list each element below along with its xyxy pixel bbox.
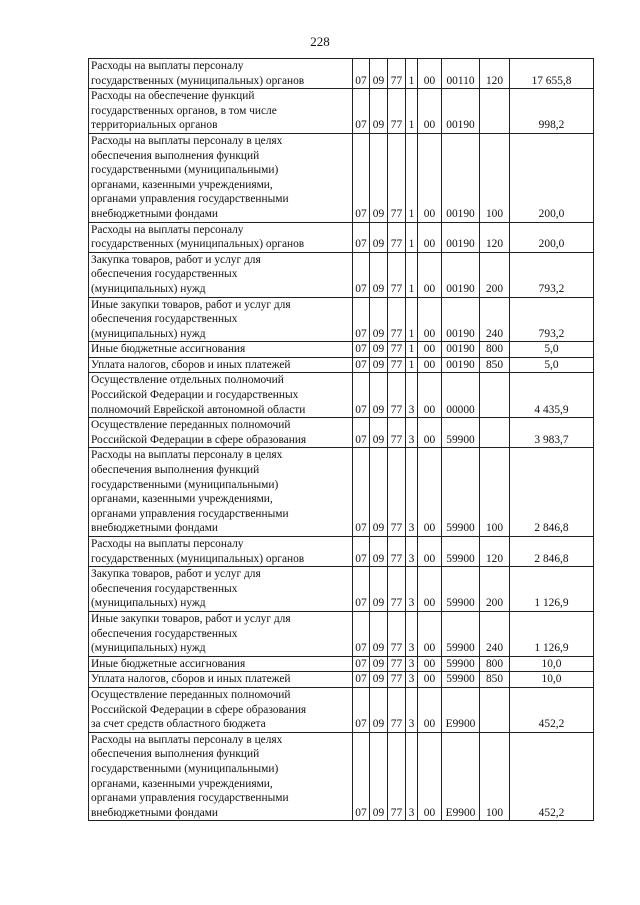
expense-type-code-cell: 850 [480, 672, 510, 688]
expense-name-line: органами управления государственными [91, 193, 289, 206]
direction-code-cell: 00 [418, 297, 442, 342]
table-row [89, 567, 594, 612]
section-code-cell: 07 [353, 418, 370, 448]
expense-type-code-cell: 800 [480, 656, 510, 672]
subsection-code-cell: 09 [370, 252, 388, 297]
amount-cell: 1 126,9 [510, 611, 594, 656]
expense-type-code-cell [480, 89, 510, 134]
section-code-cell: 07 [353, 687, 370, 732]
expense-name-line: обеспечения выполнения функций [91, 464, 260, 477]
direction-code-cell: 00 [418, 611, 442, 656]
program-code-cell: 77 [388, 537, 406, 567]
expense-type-code-cell: 120 [480, 537, 510, 567]
expense-name-line: Осуществление переданных полномочий [91, 688, 291, 701]
direction-code-cell: 00 [418, 418, 442, 448]
table-row [89, 89, 594, 134]
amount-cell: 5,0 [510, 357, 594, 373]
amount-cell: 2 846,8 [510, 448, 594, 537]
expense-name-cell [89, 656, 353, 672]
direction-code-cell: 00 [418, 252, 442, 297]
expense-code-cell: 00190 [442, 357, 480, 373]
section-code-cell: 07 [353, 133, 370, 222]
expense-name-line: Осуществление переданных полномочий [91, 419, 291, 432]
subprogram-code-cell: 1 [406, 89, 418, 134]
amount-cell: 1 126,9 [510, 567, 594, 612]
direction-code-cell: 00 [418, 567, 442, 612]
section-code-cell: 07 [353, 297, 370, 342]
expense-name-line: государственных (муниципальных) органов [91, 552, 305, 565]
expense-name-line: органами, казенными учреждениями, [91, 493, 273, 506]
expense-name-cell [89, 89, 353, 134]
expense-name-cell [89, 222, 353, 252]
table-row [89, 448, 594, 537]
section-code-cell: 07 [353, 357, 370, 373]
subprogram-code-cell: 3 [406, 418, 418, 448]
subsection-code-cell: 09 [370, 448, 388, 537]
subsection-code-cell: 09 [370, 297, 388, 342]
section-code-cell: 07 [353, 222, 370, 252]
expense-name-line: (муниципальных) нужд [91, 282, 206, 295]
amount-cell: 10,0 [510, 672, 594, 688]
expense-name-line: органами управления государственными [91, 507, 289, 520]
expense-code-cell: 00190 [442, 252, 480, 297]
expense-type-code-cell: 100 [480, 732, 510, 821]
program-code-cell: 77 [388, 357, 406, 373]
direction-code-cell: 00 [418, 222, 442, 252]
expense-name-line: Расходы на выплаты персоналу [91, 60, 244, 72]
expense-name-line: территориальных органов [91, 119, 218, 132]
expense-name-line: Российской Федерации в сфере образования [91, 433, 307, 446]
subsection-code-cell: 09 [370, 89, 388, 134]
program-code-cell: 77 [388, 222, 406, 252]
expense-name-line: (муниципальных) нужд [91, 327, 206, 340]
subprogram-code-cell: 3 [406, 672, 418, 688]
section-code-cell: 07 [353, 611, 370, 656]
subprogram-code-cell: 1 [406, 342, 418, 358]
expense-name-line: полномочий Еврейской автономной области [91, 403, 306, 416]
expense-name-line: обеспечения выполнения функций [91, 748, 260, 761]
amount-cell: 10,0 [510, 656, 594, 672]
expense-code-cell: 59900 [442, 567, 480, 612]
subprogram-code-cell: 3 [406, 567, 418, 612]
expense-name-line: государственными (муниципальными) [91, 164, 279, 177]
subsection-code-cell: 09 [370, 222, 388, 252]
subprogram-code-cell: 1 [406, 59, 418, 89]
table-row [89, 537, 594, 567]
expense-name-cell [89, 567, 353, 612]
subprogram-code-cell: 3 [406, 448, 418, 537]
table-row [89, 672, 594, 688]
expense-name-line: Иные бюджетные ассигнования [91, 657, 246, 670]
amount-cell: 5,0 [510, 342, 594, 358]
direction-code-cell: 00 [418, 732, 442, 821]
expense-name-line: Расходы на выплаты персоналу в целях [91, 134, 283, 147]
expense-type-code-cell: 120 [480, 59, 510, 89]
direction-code-cell: 00 [418, 537, 442, 567]
expense-name-line: Иные закупки товаров, работ и услуг для [91, 612, 291, 625]
expense-code-cell: E9900 [442, 732, 480, 821]
expense-type-code-cell [480, 687, 510, 732]
program-code-cell: 77 [388, 656, 406, 672]
expense-name-cell [89, 672, 353, 688]
expense-name-line: обеспечения государственных [91, 627, 238, 640]
amount-cell: 4 435,9 [510, 373, 594, 418]
expense-code-cell: 59900 [442, 656, 480, 672]
expense-code-cell: 00190 [442, 222, 480, 252]
expense-code-cell: 59900 [442, 611, 480, 656]
subsection-code-cell: 09 [370, 687, 388, 732]
subprogram-code-cell: 1 [406, 133, 418, 222]
program-code-cell: 77 [388, 732, 406, 821]
expense-name-line: Расходы на выплаты персоналу в целях [91, 449, 283, 462]
expense-name-line: Закупка товаров, работ и услуг для [91, 253, 261, 266]
subsection-code-cell: 09 [370, 732, 388, 821]
expense-name-line: внебюджетными фондами [91, 522, 219, 535]
program-code-cell: 77 [388, 687, 406, 732]
subprogram-code-cell: 1 [406, 252, 418, 297]
program-code-cell: 77 [388, 342, 406, 358]
expense-type-code-cell: 100 [480, 448, 510, 537]
subprogram-code-cell: 3 [406, 656, 418, 672]
expense-name-line: обеспечения государственных [91, 313, 238, 326]
table-row [89, 418, 594, 448]
expense-name-cell [89, 611, 353, 656]
table-row [89, 133, 594, 222]
expense-name-line: Расходы на обеспечение функций [91, 90, 255, 103]
table-row [89, 357, 594, 373]
subprogram-code-cell: 1 [406, 357, 418, 373]
subsection-code-cell: 09 [370, 537, 388, 567]
program-code-cell: 77 [388, 448, 406, 537]
table-row [89, 732, 594, 821]
section-code-cell: 07 [353, 567, 370, 612]
expense-name-line: внебюджетными фондами [91, 207, 219, 220]
expense-name-line: государственных (муниципальных) органов [91, 238, 305, 251]
direction-code-cell: 00 [418, 448, 442, 537]
table-row [89, 687, 594, 732]
expense-type-code-cell: 240 [480, 297, 510, 342]
expense-code-cell: 00190 [442, 133, 480, 222]
expense-name-line: органами, казенными учреждениями, [91, 777, 273, 790]
subprogram-code-cell: 3 [406, 732, 418, 821]
amount-cell: 452,2 [510, 732, 594, 821]
expense-code-cell: 00190 [442, 297, 480, 342]
subprogram-code-cell: 3 [406, 537, 418, 567]
subprogram-code-cell: 3 [406, 611, 418, 656]
program-code-cell: 77 [388, 59, 406, 89]
expense-type-code-cell: 200 [480, 567, 510, 612]
expense-name-line: Иные закупки товаров, работ и услуг для [91, 298, 291, 311]
expense-name-line: Расходы на выплаты персоналу [91, 223, 244, 236]
table-row [89, 297, 594, 342]
expense-name-line: Расходы на выплаты персоналу [91, 538, 244, 550]
table-row [89, 252, 594, 297]
amount-cell: 3 983,7 [510, 418, 594, 448]
direction-code-cell: 00 [418, 357, 442, 373]
expense-name-line: Иные бюджетные ассигнования [91, 343, 246, 356]
expense-code-cell: 00190 [442, 342, 480, 358]
program-code-cell: 77 [388, 252, 406, 297]
program-code-cell: 77 [388, 418, 406, 448]
expense-name-cell [89, 133, 353, 222]
page-number: 228 [310, 34, 330, 49]
subsection-code-cell: 09 [370, 656, 388, 672]
table-body [89, 59, 594, 821]
amount-cell: 200,0 [510, 222, 594, 252]
table-row [89, 59, 594, 89]
direction-code-cell: 00 [418, 133, 442, 222]
expense-name-line: государственных (муниципальных) органов [91, 74, 305, 87]
expense-code-cell: E9900 [442, 687, 480, 732]
expense-name-cell [89, 297, 353, 342]
expense-name-line: (муниципальных) нужд [91, 597, 206, 610]
section-code-cell: 07 [353, 342, 370, 358]
expense-name-line: Расходы на выплаты персоналу в целях [91, 733, 283, 746]
expense-type-code-cell: 100 [480, 133, 510, 222]
expense-name-cell [89, 357, 353, 373]
expense-code-cell: 00110 [442, 59, 480, 89]
expense-name-cell [89, 448, 353, 537]
expense-name-cell [89, 252, 353, 297]
expense-type-code-cell [480, 418, 510, 448]
amount-cell: 793,2 [510, 252, 594, 297]
amount-cell: 17 655,8 [510, 59, 594, 89]
program-code-cell: 77 [388, 297, 406, 342]
section-code-cell: 07 [353, 672, 370, 688]
section-code-cell: 07 [353, 59, 370, 89]
amount-cell: 793,2 [510, 297, 594, 342]
table-row [89, 611, 594, 656]
program-code-cell: 77 [388, 89, 406, 134]
expense-name-line: обеспечения государственных [91, 268, 238, 281]
subsection-code-cell: 09 [370, 611, 388, 656]
expense-name-line: Закупка товаров, работ и услуг для [91, 568, 261, 581]
budget-table [88, 58, 594, 821]
subprogram-code-cell: 3 [406, 373, 418, 418]
expense-name-cell [89, 342, 353, 358]
section-code-cell: 07 [353, 448, 370, 537]
subsection-code-cell: 09 [370, 342, 388, 358]
amount-cell: 200,0 [510, 133, 594, 222]
expense-code-cell: 59900 [442, 537, 480, 567]
direction-code-cell: 00 [418, 373, 442, 418]
expense-name-line: органами, казенными учреждениями, [91, 178, 273, 191]
expense-name-line: Уплата налогов, сборов и иных платежей [91, 358, 291, 371]
table-row [89, 342, 594, 358]
expense-name-line: Российской Федерации и государственных [91, 389, 299, 402]
expense-type-code-cell: 850 [480, 357, 510, 373]
expense-code-cell: 00000 [442, 373, 480, 418]
subprogram-code-cell: 1 [406, 297, 418, 342]
expense-name-line: внебюджетными фондами [91, 806, 219, 819]
amount-cell: 2 846,8 [510, 537, 594, 567]
expense-name-line: обеспечения выполнения функций [91, 149, 260, 162]
subsection-code-cell: 09 [370, 133, 388, 222]
direction-code-cell: 00 [418, 687, 442, 732]
direction-code-cell: 00 [418, 656, 442, 672]
expense-code-cell: 59900 [442, 448, 480, 537]
program-code-cell: 77 [388, 567, 406, 612]
amount-cell: 998,2 [510, 89, 594, 134]
expense-name-cell [89, 418, 353, 448]
table-row [89, 656, 594, 672]
expense-code-cell: 00190 [442, 89, 480, 134]
expense-name-line: органами управления государственными [91, 792, 289, 805]
expense-name-line: государственными (муниципальными) [91, 478, 279, 491]
subsection-code-cell: 09 [370, 567, 388, 612]
expense-type-code-cell: 200 [480, 252, 510, 297]
table-row [89, 373, 594, 418]
program-code-cell: 77 [388, 672, 406, 688]
amount-cell: 452,2 [510, 687, 594, 732]
expense-name-line: государственных органов, в том числе [91, 104, 277, 117]
expense-name-line: Осуществление отдельных полномочий [91, 374, 284, 387]
expense-code-cell: 59900 [442, 418, 480, 448]
program-code-cell: 77 [388, 373, 406, 418]
expense-name-line: Уплата налогов, сборов и иных платежей [91, 673, 291, 686]
section-code-cell: 07 [353, 89, 370, 134]
subprogram-code-cell: 1 [406, 222, 418, 252]
section-code-cell: 07 [353, 537, 370, 567]
expense-type-code-cell: 240 [480, 611, 510, 656]
subprogram-code-cell: 3 [406, 687, 418, 732]
program-code-cell: 77 [388, 611, 406, 656]
expense-type-code-cell: 800 [480, 342, 510, 358]
program-code-cell: 77 [388, 133, 406, 222]
direction-code-cell: 00 [418, 672, 442, 688]
expense-code-cell: 59900 [442, 672, 480, 688]
direction-code-cell: 00 [418, 59, 442, 89]
expense-name-line: (муниципальных) нужд [91, 642, 206, 655]
expense-name-cell [89, 537, 353, 567]
section-code-cell: 07 [353, 732, 370, 821]
expense-name-cell [89, 373, 353, 418]
direction-code-cell: 00 [418, 342, 442, 358]
expense-name-cell [89, 59, 353, 89]
subsection-code-cell: 09 [370, 672, 388, 688]
expense-type-code-cell: 120 [480, 222, 510, 252]
expense-name-line: обеспечения государственных [91, 582, 238, 595]
expense-type-code-cell [480, 373, 510, 418]
subsection-code-cell: 09 [370, 357, 388, 373]
expense-name-cell [89, 687, 353, 732]
expense-name-line: государственными (муниципальными) [91, 762, 279, 775]
section-code-cell: 07 [353, 656, 370, 672]
expense-name-cell [89, 732, 353, 821]
subsection-code-cell: 09 [370, 418, 388, 448]
section-code-cell: 07 [353, 373, 370, 418]
section-code-cell: 07 [353, 252, 370, 297]
table-row [89, 222, 594, 252]
subsection-code-cell: 09 [370, 373, 388, 418]
direction-code-cell: 00 [418, 89, 442, 134]
expense-name-line: за счет средств областного бюджета [91, 718, 266, 731]
expense-name-line: Российской Федерации в сфере образования [91, 703, 307, 716]
subsection-code-cell: 09 [370, 59, 388, 89]
